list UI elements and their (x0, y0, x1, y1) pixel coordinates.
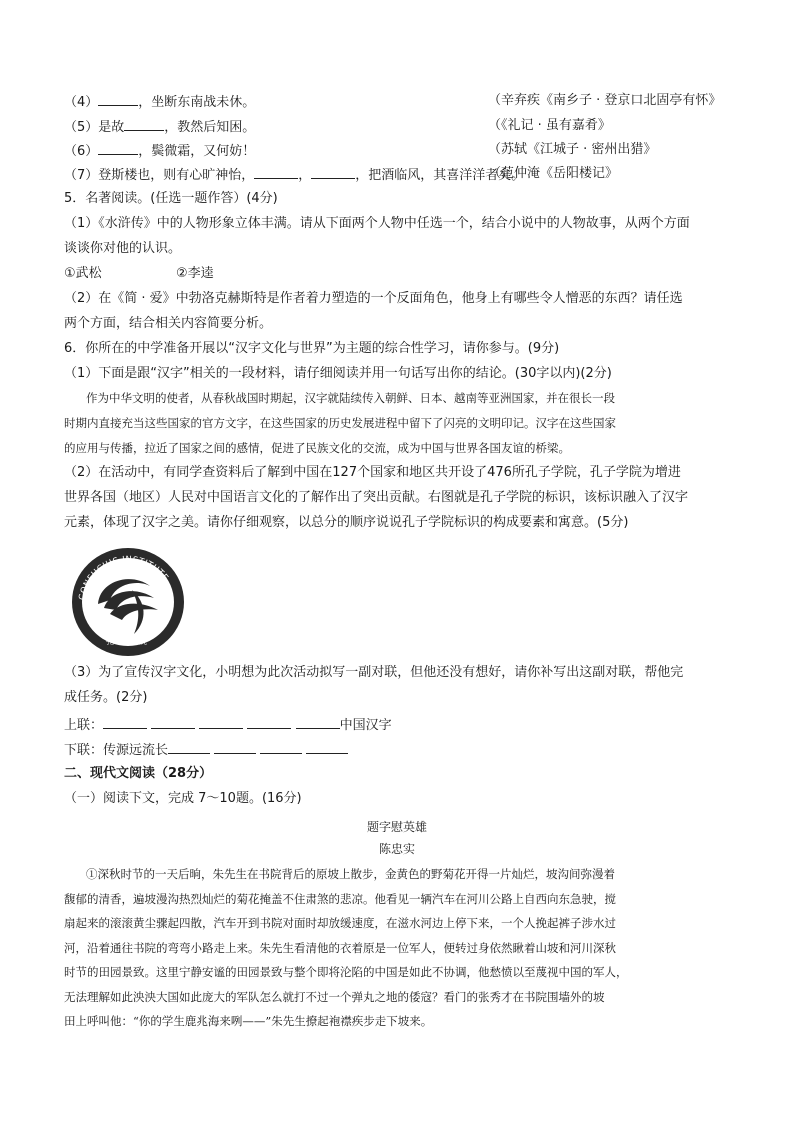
answer-blank[interactable] (103, 715, 147, 729)
article-line: 馥郁的清香，遍坡漫沟热烈灿烂的菊花掩盖不住肃煞的悲凉。他看见一辆汽车在河川公路上自西向东急驶，搅 (64, 892, 616, 906)
logo-top-text: CONFUCIUS INSTITUTE (77, 554, 171, 602)
answer-blank[interactable] (311, 165, 355, 179)
answer-blank[interactable] (254, 165, 298, 179)
article-title: 题字慰英雄 (366, 820, 427, 834)
q6-title: 6．你所在的中学准备开展以“汉字文化与世界”为主题的综合性学习，请你参与。(9分) (64, 341, 560, 356)
fill-in-6 (64, 141, 255, 161)
fill-in-text: （4） (64, 95, 99, 110)
material-line-2: 时期内直接充当这些国家的官方文字，在这些国家的历史发展进程中留下了闪亮的文明印记。汉字在这些国家 (64, 416, 616, 430)
fill-in-text: ，教然后知困。 (164, 120, 256, 135)
answer-blank[interactable] (98, 141, 138, 155)
article-author: 陈忠实 (378, 842, 415, 856)
q5-sub2-line2: 两个方面，结合相关内容简要分析。 (64, 316, 273, 331)
q6-sub3-line1: （3）为了宣传汉字文化，小明想为此次活动拟写一副对联，但他还没有想好，请你补写出这副对联，帮他完 (64, 665, 684, 680)
article-line: ①深秋时节的一天后晌，朱先生在书院背后的原坡上散步，金黄色的野菊花开得一片灿烂，坡沟间弥漫着 (86, 867, 615, 881)
material-line-3: 的应用与传播，拉近了国家之间的感情，促进了民族文化的交流，成为中国与世界各国友谊的桥梁。 (64, 441, 570, 455)
answer-blank[interactable] (214, 740, 256, 754)
section-title: 二、现代文阅读（28分） (64, 766, 213, 781)
answer-blank[interactable] (260, 740, 302, 754)
q5-title: 5．名著阅读。(任选一题作答）(4分) (64, 191, 278, 206)
q6-sub2-line1: （2）在活动中，有同学查资料后了解到中国在127个国家和地区共开设了476所孔子学院，孔子学院为增进 (64, 465, 681, 480)
q5-sub1-line2: 谈谈你对他的认识。 (64, 241, 182, 256)
source-citation: （苏轼《江城子 · 密州出猎》 (488, 142, 657, 157)
fill-in-text: （6） (64, 144, 99, 159)
q5-option-1: ①武松 (64, 266, 102, 281)
q6-sub1: （1）下面是跟“汉字”相关的一段材料，请仔细阅读并用一句话写出你的结论。(30字以内)(2分) (64, 366, 612, 381)
answer-blank[interactable] (306, 740, 348, 754)
answer-blank[interactable] (247, 715, 291, 729)
answer-blank[interactable] (124, 117, 164, 131)
q5-option-2: ②李逵 (176, 266, 214, 281)
fill-in-text: （5）是故 (64, 120, 125, 135)
fill-in-text: ， (298, 168, 312, 183)
answer-blank[interactable] (296, 715, 340, 729)
upper-end: 中国汉字 (339, 718, 392, 733)
article-line: 无法理解如此泱泱大国如此庞大的军队怎么就打不过一个弹丸之地的倭寇？看门的张秀才在书院围墙外的坡 (64, 990, 605, 1004)
article-line: 田上呼叫他：“你的学生鹿兆海来咧——”朱先生撩起袍襟疾步走下坡来。 (64, 1014, 433, 1028)
q6-sub2-line2: 世界各国（地区）人民对中国语言文化的了解作出了突出贡献。右图就是孔子学院的标识，该标识融入了汉字 (64, 490, 689, 505)
lower-label: 下联：传源远流长 (64, 743, 169, 758)
fill-in-text: （7）登斯楼也，则有心旷神怡， (64, 168, 255, 183)
couplet-upper (64, 715, 392, 735)
material-line-1: 作为中华文明的使者，从春秋战国时期起，汉字就陆续传入朝鲜、日本、越南等亚洲国家，并在很长一段 (86, 391, 615, 405)
article-line: 时节的田园景致。这里宁静安谧的田园景致与整个即将沦陷的中国是如此不协调，他愁愤以至蔑视中国的军人， (64, 965, 628, 979)
source-citation: （范仲淹《岳阳楼记》 (488, 166, 619, 181)
confucius-institute-logo (70, 546, 186, 658)
q5-sub2-line1: （2）在《简 · 爱》中勃洛克赫斯特是作者着力塑造的一个反面角色，他身上有哪些令人憎恶的东西？请任选 (64, 291, 683, 306)
q5-sub1-line1: （1）《水浒传》中的人物形象立体丰满。请从下面两个人物中任选一个，结合小说中的人物故事，从两个方面 (64, 216, 690, 231)
article-line: 扇起来的滚滚黄尘骤起四散，汽车开到书院对面时却放缓速度，在滋水河边上停下来，一个人挽起裤子涉水过 (64, 916, 616, 930)
source-citation: （《礼记 · 虽有嘉肴》 (488, 118, 611, 133)
answer-blank[interactable] (151, 715, 195, 729)
couplet-lower (64, 740, 348, 760)
fill-in-text: ，坐断东南战未休。 (138, 95, 256, 110)
article-line: 河，沿着通往书院的弯弯小路走上来。朱先生看清他的衣着原是一位军人，便转过身依然瞅着山坡和河川深秋 (64, 941, 616, 955)
section-part1: （一）阅读下文，完成 7～10题。(16分) (64, 791, 302, 806)
fill-in-text: ，鬓微霜，又何妨！ (138, 144, 256, 159)
fill-in-7 (64, 165, 524, 185)
answer-blank[interactable] (168, 740, 210, 754)
q6-sub3-line2: 成任务。(2分) (64, 690, 148, 705)
fill-in-text: ，把酒临风，其喜洋洋者矣。 (355, 168, 525, 183)
logo-bottom-text: 孔子学院 (106, 637, 150, 646)
fill-in-5 (64, 117, 255, 137)
q6-sub2-line3: 元素，体现了汉字之美。请你仔细观察，以总分的顺序说说孔子学院标识的构成要素和寓意。(5分) (64, 515, 629, 530)
upper-label: 上联： (64, 718, 104, 733)
fill-in-4 (64, 92, 255, 112)
answer-blank[interactable] (98, 92, 138, 106)
source-citation: （辛弃疾《南乡子 · 登京口北固亭有怀》 (488, 93, 722, 108)
answer-blank[interactable] (199, 715, 243, 729)
